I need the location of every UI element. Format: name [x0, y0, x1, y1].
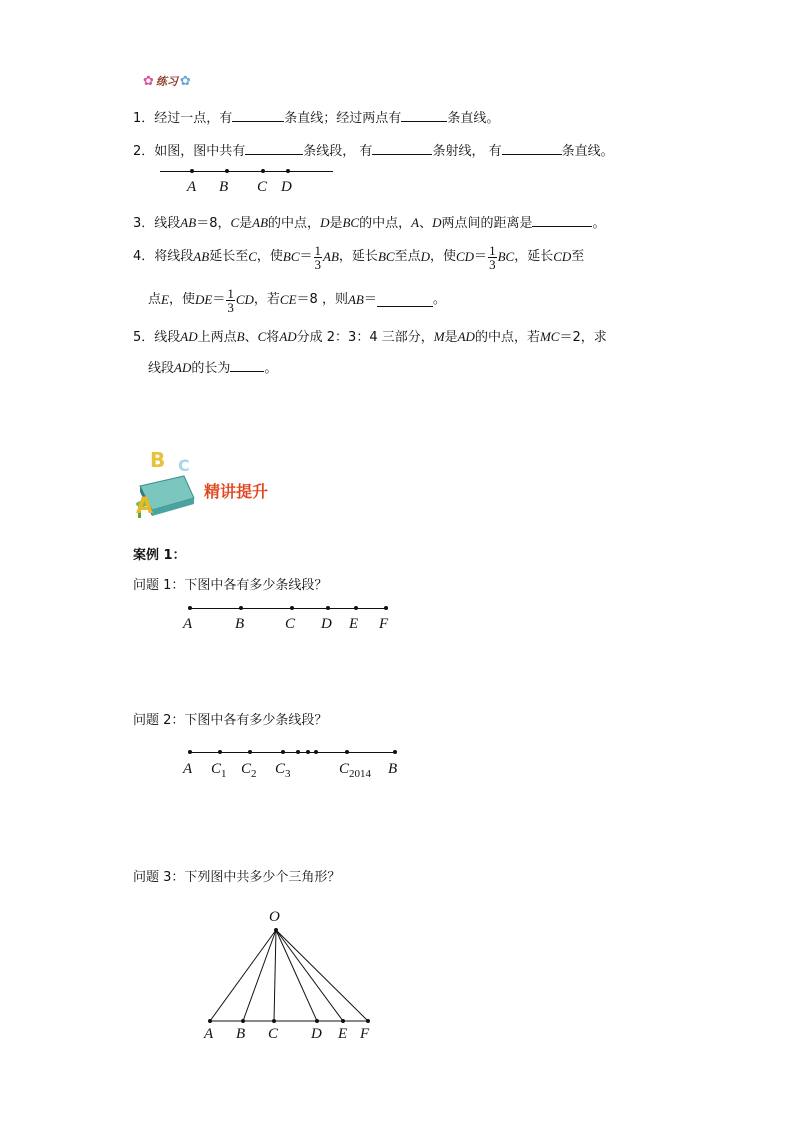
q4-fraction-1 [314, 244, 323, 271]
q1-text-c: 条直线。 [447, 111, 500, 126]
p2-label-c2-sub: 2 [251, 768, 257, 780]
q4-var: CD [455, 249, 475, 264]
q3-var: BC [342, 215, 360, 230]
p2-point-c3 [281, 750, 285, 754]
q1-blank-2[interactable] [401, 109, 447, 122]
q3-var: AB [252, 215, 269, 230]
q4-text: ，若 [253, 292, 280, 307]
q5-text: 、 [244, 330, 258, 345]
q4-var: CE [279, 292, 297, 307]
p2-label-c1-letter: C [211, 761, 222, 777]
p2-label-a: A [183, 761, 193, 777]
q4-text: ，使 [256, 249, 283, 264]
q4-text: ＝ [299, 249, 313, 264]
p1-point-d [326, 606, 330, 610]
q4-var: D [420, 249, 430, 264]
fan-line-od [276, 930, 317, 1021]
problem-1-text: 问题 1：下图中各有多少条线段？ [133, 578, 328, 593]
q4-var: AB [347, 292, 364, 307]
q3-number: 3． [133, 216, 155, 231]
q2-text-b: 条线段， 有 [303, 144, 373, 159]
q5-text: 线段 [148, 361, 175, 376]
q5-number: 5． [133, 330, 155, 345]
q4-var: BC [497, 249, 515, 264]
q5-text: ＝2，求 [559, 330, 607, 345]
q2-text-a: 如图，图中共有 [154, 144, 246, 159]
q4-var: CD [235, 292, 254, 307]
fan-point-d [315, 1019, 319, 1023]
p2-label-c1 [211, 761, 227, 782]
q4-fraction-3 [226, 287, 235, 314]
q5-text: 分成 2：3：4 三部分， [296, 330, 434, 345]
fan-label-o: O [269, 909, 280, 925]
q3-text: ＝8， [196, 216, 231, 231]
q2-label-d: D [281, 179, 292, 195]
question-4-line-2 [148, 280, 446, 320]
q4-text: ，延长 [514, 249, 554, 264]
p1-label-c: C [285, 616, 296, 632]
logo-letter-a: A [136, 494, 154, 519]
question-1 [133, 109, 499, 127]
p2-ellipsis-dot [314, 750, 318, 754]
p1-label-f: F [379, 616, 389, 632]
q5-text: 。 [264, 361, 278, 376]
p2-point-a [188, 750, 192, 754]
question-3 [133, 214, 606, 232]
q4-var: AB [323, 249, 339, 264]
case-label: 案例 1： [133, 548, 186, 563]
q2-point-b [225, 169, 229, 173]
q4-text: 延长至 [209, 249, 249, 264]
p1-label-b: B [235, 616, 245, 632]
fraction-numerator: 1 [314, 242, 322, 258]
fraction-denominator: 3 [489, 256, 496, 272]
p2-point-c1 [218, 750, 222, 754]
p1-label-d: D [321, 616, 332, 632]
p2-label-c3-letter: C [275, 761, 286, 777]
q5-text: 的长为 [191, 361, 231, 376]
p2-point-c2014 [345, 750, 349, 754]
q2-number: 2． [133, 144, 155, 159]
q5-text: 是 [444, 330, 458, 345]
q3-text: 。 [592, 216, 606, 231]
q2-label-a: A [187, 179, 197, 195]
p2-label-c3-sub: 3 [285, 768, 291, 780]
q4-fraction-2 [488, 244, 497, 271]
question-5-line-1 [133, 329, 607, 346]
p2-point-b [393, 750, 397, 754]
section-title: 精讲提升 [204, 482, 269, 501]
q3-text: 线段 [154, 216, 181, 231]
problem-3-text: 问题 3：下列图中共多少个三角形？ [133, 870, 341, 885]
fan-point-e [341, 1019, 345, 1023]
q4-text: 将线段 [154, 249, 194, 264]
fan-label-c: C [268, 1026, 279, 1042]
q3-text: 的中点， [268, 216, 321, 231]
p2-ellipsis-dot [296, 750, 300, 754]
q5-blank[interactable] [230, 359, 264, 372]
q2-blank-2[interactable] [372, 142, 432, 155]
q2-label-c: C [257, 179, 268, 195]
flower-icon: ✿ [143, 73, 154, 89]
fan-label-b: B [236, 1026, 246, 1042]
q2-blank-3[interactable] [502, 142, 562, 155]
q3-var: D [320, 215, 330, 230]
p2-label-c2 [241, 761, 257, 782]
p1-label-e: E [349, 616, 359, 632]
q4-var: E [161, 292, 169, 307]
q4-text: ＝ [363, 292, 377, 307]
q3-var: AB [180, 215, 197, 230]
q3-text: 是 [329, 216, 343, 231]
fan-label-f: F [360, 1026, 370, 1042]
p2-label-c1-sub: 1 [221, 768, 227, 780]
fraction-denominator: 3 [314, 256, 322, 272]
q5-text: 线段 [154, 330, 181, 345]
question-5-line-2 [148, 359, 277, 377]
p1-point-f [384, 606, 388, 610]
p2-label-c2014-letter: C [339, 761, 350, 777]
q1-number: 1． [133, 111, 155, 126]
q4-var: BC [282, 249, 300, 264]
q4-text: ，延长 [338, 249, 378, 264]
fan-label-d: D [311, 1026, 322, 1042]
p2-point-c2 [248, 750, 252, 754]
q5-text: 的中点，若 [474, 330, 540, 345]
q2-text-d: 条直线。 [561, 144, 614, 159]
q5-var: AD [180, 329, 198, 344]
flower-icon: ✿ [179, 73, 191, 89]
p2-label-b: B [388, 761, 398, 777]
q1-text-b: 条直线；经过两点有 [284, 111, 402, 126]
q5-var: AD [457, 329, 475, 344]
q4-var: C [248, 249, 257, 264]
q5-var: B [236, 329, 245, 344]
q4-text: 。 [432, 292, 446, 307]
fan-point-a [208, 1019, 212, 1023]
q3-var: D [432, 215, 442, 230]
problem-2-text: 问题 2：下图中各有多少条线段？ [133, 713, 328, 728]
p1-point-e [354, 606, 358, 610]
fan-label-a: A [204, 1026, 214, 1042]
q2-point-d [286, 169, 290, 173]
practice-header [143, 72, 191, 90]
p1-label-a: A [183, 616, 193, 632]
q5-text: 上两点 [197, 330, 237, 345]
fan-label-e: E [338, 1026, 348, 1042]
p2-label-c2014 [339, 761, 371, 782]
fraction-numerator: 1 [227, 285, 234, 301]
q4-text: ＝ [212, 292, 226, 307]
q5-var: AD [174, 360, 192, 375]
p2-ellipsis-dot [306, 750, 310, 754]
q5-text: 将 [266, 330, 280, 345]
q2-blank-1[interactable] [245, 142, 303, 155]
q3-var: C [230, 215, 240, 230]
q5-var: MC [539, 329, 560, 344]
fan-line-oe [276, 930, 343, 1021]
fan-line-of [276, 930, 368, 1021]
fraction-numerator: 1 [489, 242, 496, 258]
q4-text: ＝ [474, 249, 488, 264]
p2-label-c3 [275, 761, 291, 782]
q5-var: M [433, 329, 445, 344]
q2-point-a [190, 169, 194, 173]
q4-var: AB [193, 249, 210, 264]
q3-text: 两点间的距离是 [441, 216, 533, 231]
q4-text: 点 [148, 292, 162, 307]
q3-text: 、 [419, 216, 433, 231]
q3-text: 是 [239, 216, 253, 231]
q4-text: ＝8 ，则 [296, 292, 348, 307]
q5-var: C [257, 329, 267, 344]
q2-label-b: B [219, 179, 229, 195]
question-4-line-1 [133, 237, 584, 277]
fan-line-ob [243, 930, 276, 1021]
q2-point-c [261, 169, 265, 173]
q4-text: 至 [571, 249, 585, 264]
p1-line [190, 608, 388, 609]
fan-line-oa [210, 930, 276, 1021]
q1-blank-1[interactable] [232, 109, 284, 122]
q2-line [160, 171, 333, 172]
practice-header-label: 练习 [155, 75, 178, 88]
q5-var: AD [279, 329, 297, 344]
q4-var: DE [194, 292, 213, 307]
q1-text-a: 经过一点，有 [154, 111, 233, 126]
q3-text: 的中点， [359, 216, 412, 231]
q4-var: BC [377, 249, 395, 264]
q4-var: CD [553, 249, 572, 264]
q2-text-c: 条射线， 有 [432, 144, 502, 159]
q4-text: 至点 [394, 249, 421, 264]
fan-point-c [272, 1019, 276, 1023]
q3-blank[interactable] [532, 214, 592, 227]
logo-letter-b: B [150, 448, 166, 472]
p1-point-c [290, 606, 294, 610]
q4-text: ，使 [429, 249, 456, 264]
q4-blank[interactable] [377, 294, 433, 307]
fan-point-o [274, 928, 278, 932]
logo-letter-c: C [178, 456, 190, 475]
q4-text: ，使 [168, 292, 195, 307]
p2-label-c2-letter: C [241, 761, 252, 777]
fraction-denominator: 3 [227, 299, 234, 315]
q4-number: 4． [133, 249, 155, 264]
fan-line-oc [274, 930, 276, 1021]
section-banner [130, 448, 290, 524]
fan-point-f [366, 1019, 370, 1023]
q3-var: A [411, 215, 420, 230]
p2-label-c2014-sub: 2014 [349, 768, 372, 780]
fan-point-b [241, 1019, 245, 1023]
p1-point-a [188, 606, 192, 610]
question-2 [133, 142, 614, 160]
p1-point-b [239, 606, 243, 610]
